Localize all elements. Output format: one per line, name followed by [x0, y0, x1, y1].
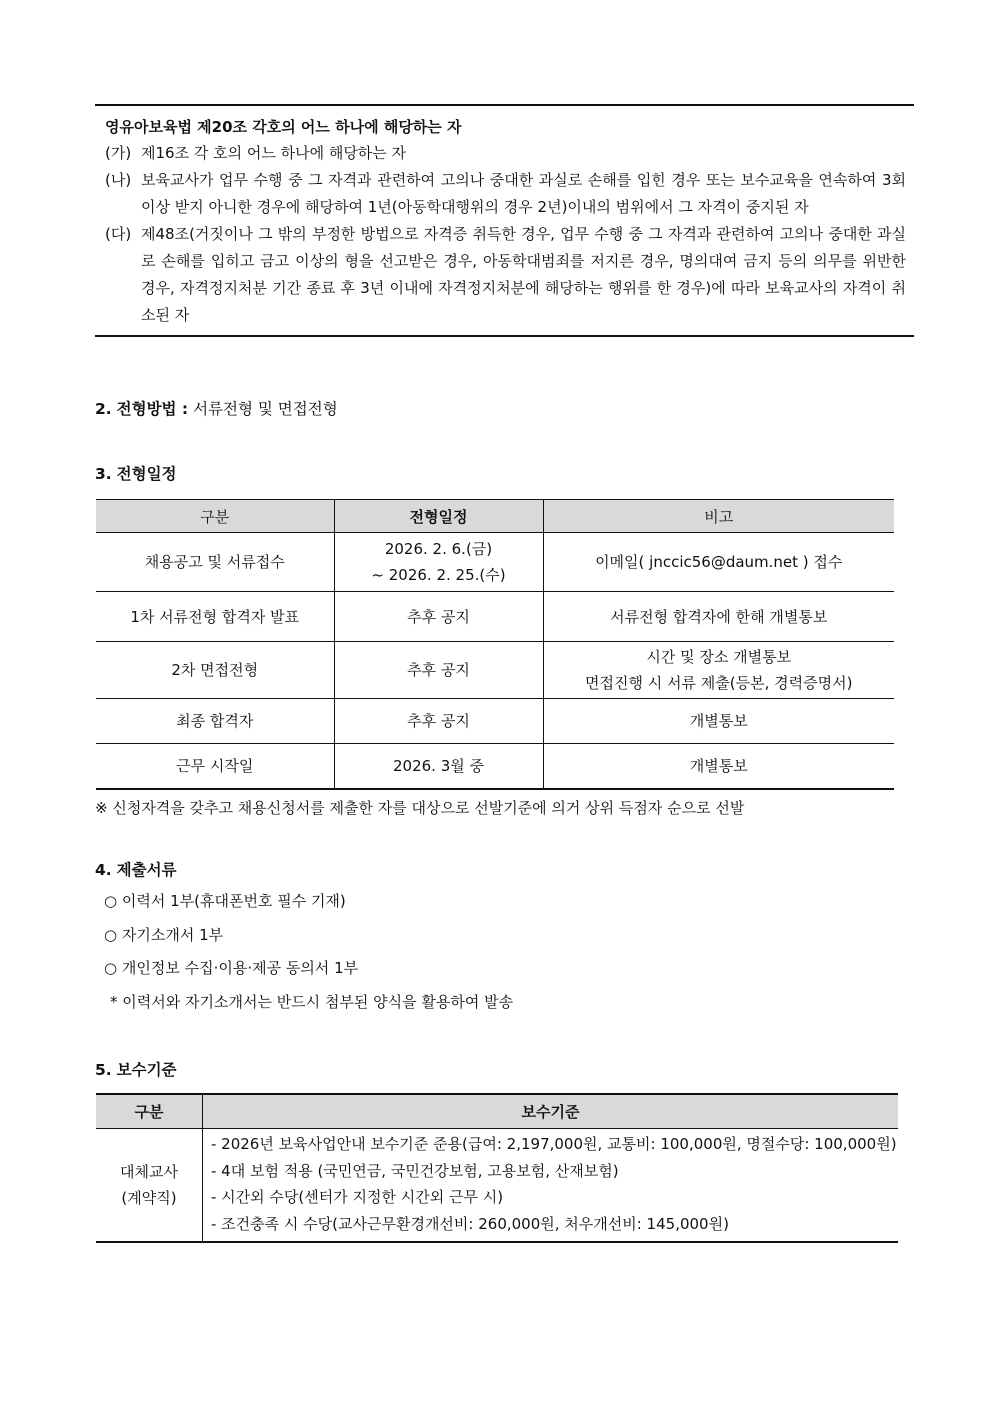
section-heading: 전형일정 — [116, 465, 177, 483]
row-date — [334, 533, 543, 592]
row-category: 근무 시작일 — [96, 744, 334, 789]
section-heading: 제출서류 — [116, 861, 177, 879]
row-category: 1차 서류전형 합격자 발표 — [96, 592, 334, 642]
section-selection-method — [95, 397, 338, 419]
pay-line: - 2026년 보육사업안내 보수기준 준용(급여: 2,197,000원, 교통비: 100,000원, 명절수당: 100,000원) — [211, 1135, 897, 1153]
item-text: 제16조 각 호의 어느 하나에 해당하는 자 — [141, 144, 407, 162]
document-item: ○ 이력서 1부(휴대폰번호 필수 기재) — [104, 892, 346, 910]
section-text: 서류전형 및 면접전형 — [193, 400, 338, 418]
qualification-item — [105, 167, 906, 221]
item-text: 제48조(거짓이나 그 밖의 부정한 방법으로 자격증 취득한 경우, 업무 수행 중 그 자격과 관련하여 고의나 중대한 과실로 손해를 입히고 금고 이상의 형을 선고받은 경우, 아동학대범죄를 저지른 경우, 명의대여 금지 등의 의무를 위반한 경우, 자격정지처분 기간 종료 후 3년 이내에 자격정지처분에 해당하는 행위를 한 경우)에 따라 보육교사의 자격이 취소된 자 — [141, 225, 906, 324]
documents-note: * 이력서와 자기소개서는 반드시 첨부된 양식을 활용하여 발송 — [110, 993, 514, 1011]
row-date: 2026. 3월 중 — [334, 744, 543, 789]
table-row — [96, 642, 894, 699]
row-date: 추후 공지 — [334, 699, 543, 744]
document-item: ○ 자기소개서 1부 — [104, 926, 224, 944]
header-date: 전형일정 — [334, 500, 543, 533]
section-number: 2. — [95, 400, 112, 418]
pay-category — [96, 1129, 203, 1243]
category-line: 대체교사 — [120, 1163, 178, 1181]
header-category: 구분 — [96, 1094, 203, 1129]
schedule-table — [96, 499, 894, 790]
section-pay — [95, 1058, 177, 1080]
pay-table — [96, 1093, 898, 1243]
section-number: 5. — [95, 1061, 112, 1079]
pay-line: - 조건충족 시 수당(교사근무환경개선비: 260,000원, 처우개선비: 145,000원) — [211, 1214, 729, 1233]
table-row — [96, 1129, 898, 1243]
section-heading: 보수기준 — [116, 1061, 177, 1079]
section-schedule — [95, 462, 177, 484]
table-row — [96, 533, 894, 592]
pay-line: - 4대 보험 적용 (국민연금, 국민건강보험, 고용보험, 산재보험) — [211, 1161, 619, 1180]
document-item: ○ 개인정보 수집·이용·제공 동의서 1부 — [104, 959, 359, 977]
category-line: (계약직) — [121, 1189, 177, 1207]
section-heading: 전형방법 : — [116, 400, 189, 418]
row-note: 개별통보 — [543, 699, 894, 744]
qualification-title: 영유아보육법 제20조 각호의 어느 하나에 해당하는 자 — [105, 118, 462, 136]
item-label: (나) — [105, 171, 132, 189]
item-label: (다) — [105, 225, 132, 243]
row-note: 개별통보 — [543, 744, 894, 789]
section-documents — [95, 858, 177, 880]
row-category: 최종 합격자 — [96, 699, 334, 744]
header-note: 비고 — [543, 500, 894, 533]
pay-line: - 시간외 수당(센터가 지정한 시간외 근무 시) — [211, 1188, 504, 1206]
note-line: 시간 및 장소 개별통보 — [646, 648, 792, 666]
row-note: 서류전형 합격자에 한해 개별통보 — [543, 592, 894, 642]
qualification-item — [105, 140, 906, 167]
qualification-item — [105, 221, 906, 329]
item-label: (가) — [105, 144, 132, 162]
schedule-footnote: ※ 신청자격을 갖추고 채용신청서를 제출한 자를 대상으로 선발기준에 의거 상위 득점자 순으로 선발 — [95, 799, 745, 817]
row-date: 추후 공지 — [334, 592, 543, 642]
table-row — [96, 699, 894, 744]
item-text: 보육교사가 업무 수행 중 그 자격과 관련하여 고의나 중대한 과실로 손해를 입힌 경우 또는 보수교육을 연속하여 3회 이상 받지 아니한 경우에 해당하여 1년(아동학대행위의 경우 2년)이내의 범위에서 그 자격이 중지된 자 — [141, 171, 906, 216]
table-header-row — [96, 1094, 898, 1129]
table-row — [96, 744, 894, 789]
note-line: 면접진행 시 서류 제출(등본, 경력증명서) — [585, 674, 853, 692]
section-number: 4. — [95, 861, 112, 879]
row-note: 이메일( jnccic56@daum.net ) 접수 — [543, 533, 894, 592]
row-note — [543, 642, 894, 699]
row-category: 2차 면접전형 — [96, 642, 334, 699]
header-category: 구분 — [96, 500, 334, 533]
table-row — [96, 592, 894, 642]
row-category: 채용공고 및 서류접수 — [96, 533, 334, 592]
qualification-box — [95, 104, 914, 337]
row-date: 추후 공지 — [334, 642, 543, 699]
table-header-row — [96, 500, 894, 533]
date-line: 2026. 2. 6.(금) — [384, 540, 493, 558]
pay-details — [203, 1129, 899, 1243]
section-number: 3. — [95, 465, 112, 483]
date-line: ~ 2026. 2. 25.(수) — [371, 566, 506, 584]
header-pay: 보수기준 — [203, 1094, 899, 1129]
